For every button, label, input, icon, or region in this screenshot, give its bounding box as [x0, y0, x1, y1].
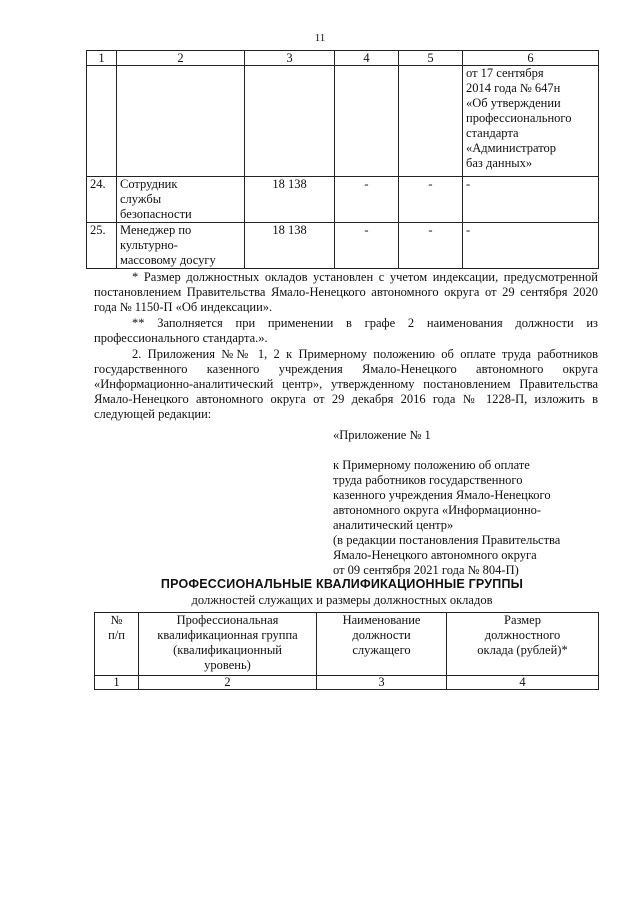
column-number: 5	[399, 51, 463, 66]
dash-cell: -	[463, 223, 599, 269]
appendix-line: к Примерному положению об оплате	[333, 458, 530, 472]
dash-cell: -	[463, 177, 599, 223]
dash-cell: -	[399, 177, 463, 223]
qualification-groups-table	[94, 612, 599, 690]
header-number: № п/п	[95, 613, 139, 676]
column-number: 2	[117, 51, 245, 66]
dash-cell: -	[335, 177, 399, 223]
table-row-continuation	[87, 66, 599, 177]
row-number: 24.	[87, 177, 117, 223]
column-number: 4	[447, 676, 599, 690]
cell-line: профессионального	[466, 111, 572, 125]
appendix-description	[333, 458, 601, 578]
header-position-name: Наименование должности служащего	[317, 613, 447, 676]
header-qualification-group: Профессиональная квалификационная группа (квалификационный уровень)	[139, 613, 317, 676]
position-name: Менеджер по культурно- массовому досугу	[117, 223, 245, 269]
section-title: ПРОФЕССИОНАЛЬНЫЕ КВАЛИФИКАЦИОННЫЕ ГРУППЫ	[160, 577, 524, 591]
section-subtitle: должностей служащих и размеры должностных окладов	[191, 593, 493, 607]
paragraph-appendices: 2. Приложения №№ 1, 2 к Примерному положению об оплате труда работников государственного казенного учреждения Ямало-Ненецкого автономного округа «Информационно-аналитический центр», утвержденному постановлением Правительства Ямало-Ненецкого автономного округа от 29 декабря 2016 года № 1228-П, изложить в следующей редакции:	[94, 347, 598, 421]
column-numbers-row	[95, 676, 599, 690]
appendix-line: (в редакции постановления Правительства	[333, 533, 561, 547]
header-salary: Размер должностного оклада (рублей)*	[447, 613, 599, 676]
cell-line: от 17 сентября	[466, 66, 544, 80]
appendix-title: «Приложение № 1	[333, 428, 431, 442]
page-number: 11	[314, 32, 326, 44]
appendix-line: автономного округа «Информационно-	[333, 503, 542, 517]
salary-value: 18 138	[245, 223, 335, 269]
column-number: 1	[95, 676, 139, 690]
appendix-line: Ямало-Ненецкого автономного округа	[333, 548, 537, 562]
dash-cell: -	[399, 223, 463, 269]
table-row	[87, 223, 599, 269]
column-number: 3	[245, 51, 335, 66]
appendix-line: казенного учреждения Ямало-Ненецкого	[333, 488, 551, 502]
cell-line: «Администратор	[466, 141, 557, 155]
cell-line: 2014 года № 647н	[466, 81, 561, 95]
appendix-line: труда работников государственного	[333, 473, 523, 487]
column-number: 2	[139, 676, 317, 690]
cell-line: баз данных»	[466, 156, 533, 170]
table-row	[87, 177, 599, 223]
row-number: 25.	[87, 223, 117, 269]
position-name: Сотрудник службы безопасности	[117, 177, 245, 223]
column-number: 4	[335, 51, 399, 66]
positions-table	[86, 50, 599, 269]
professional-standard-cell	[463, 66, 599, 177]
cell-line: стандарта	[466, 126, 519, 140]
column-number: 3	[317, 676, 447, 690]
salary-value: 18 138	[245, 177, 335, 223]
cell-line: «Об утверждении	[466, 96, 561, 110]
footnote-indexation: * Размер должностных окладов установлен с учетом индексации, предусмотренной постановлением Правительства Ямало-Ненецкого автономного округа от 29 сентября 2020 года № 1150-П «Об индексации».	[94, 270, 598, 314]
column-number: 6	[463, 51, 599, 66]
table-header-row	[95, 613, 599, 676]
dash-cell: -	[335, 223, 399, 269]
table-header-row	[87, 51, 599, 66]
footnote-professional-standard: ** Заполняется при применении в графе 2 наименования должности из профессионального стандарта.».	[94, 316, 598, 345]
appendix-line: аналитический центр»	[333, 518, 454, 532]
appendix-line: от 09 сентября 2021 года № 804-П)	[333, 563, 519, 577]
column-number: 1	[87, 51, 117, 66]
